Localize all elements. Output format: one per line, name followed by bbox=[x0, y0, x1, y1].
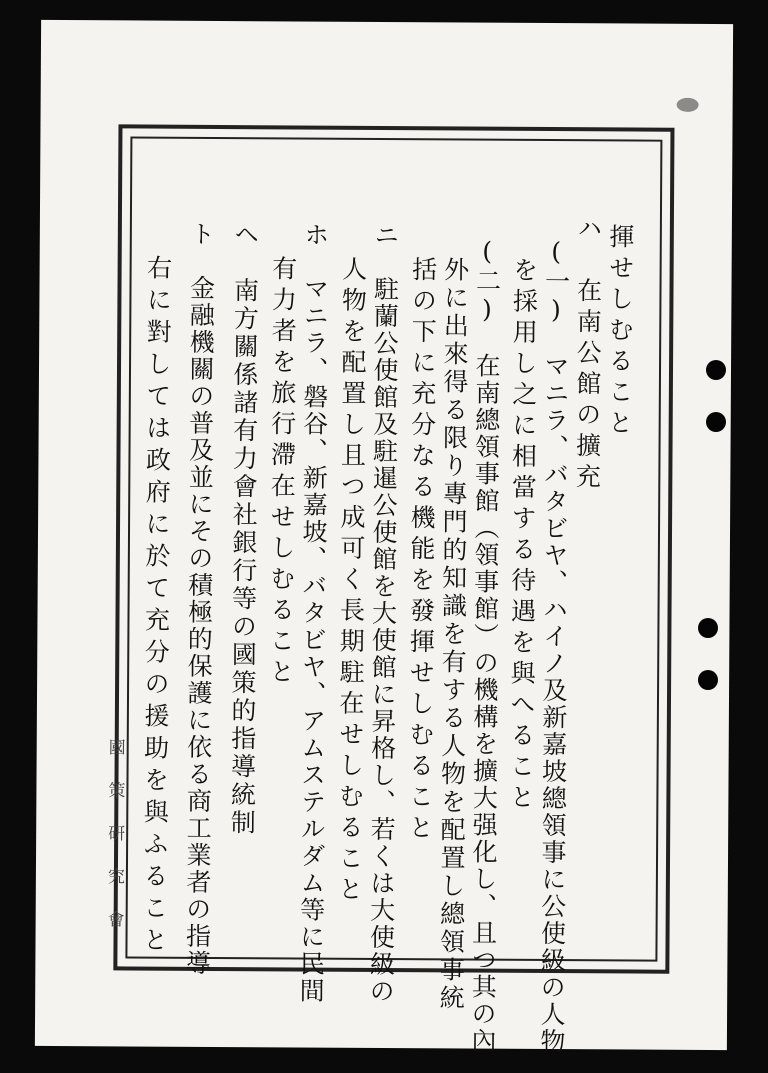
text-column-5: (二) 在南總領事館（領事館）の機構を擴大强化し、且つ其の內 bbox=[467, 236, 502, 1055]
text-column-1: 揮せしむること bbox=[604, 223, 635, 441]
heading-ho: ホ マニラ、磐谷、新嘉坡、バタビヤ、アムステルダム等に民間 bbox=[296, 221, 330, 1005]
ink-speck bbox=[677, 98, 699, 112]
punch-hole-2 bbox=[706, 412, 726, 432]
closing-line: 右に對しては政府に於て充分の援助を與ふること bbox=[139, 254, 173, 959]
text-column-11: 有力者を旅行滯在せしむること bbox=[266, 255, 298, 690]
heading-ni: ニ 駐蘭公使館及駐暹公使館を大使館に昇格し、若くは大使級の bbox=[366, 221, 400, 1006]
publisher-mark: 國策研究會 bbox=[103, 738, 125, 954]
text-column-9: 人物を配置し且つ成可く長期駐在せしむること bbox=[334, 255, 368, 907]
text-column-3: (一) マニラ、バタビヤ、ハイノ及新嘉坡總領事に公使級の人物 bbox=[536, 236, 571, 1056]
text-column-4: を採用し之に相當する待遇を與へること bbox=[506, 256, 539, 815]
heading-to: ト 金融機關の普及並にその積極的保護に依る商工業者の指導 bbox=[182, 220, 216, 977]
punch-hole-4 bbox=[698, 670, 718, 690]
punch-hole-3 bbox=[698, 618, 718, 638]
punch-hole-1 bbox=[706, 360, 726, 380]
document-page bbox=[35, 20, 733, 1056]
text-column-7: 括の下に充分なる機能を發揮せしむること bbox=[405, 256, 438, 846]
heading-he: ヘ 南方關係諸有力會社銀行等の國策的指導統制 bbox=[227, 221, 260, 838]
text-column-6: 外に出來得る限り專門的知識を有する人物を配置し總領事統 bbox=[436, 256, 470, 1013]
heading-ha: ハ 在南公館の擴充 bbox=[572, 215, 603, 495]
